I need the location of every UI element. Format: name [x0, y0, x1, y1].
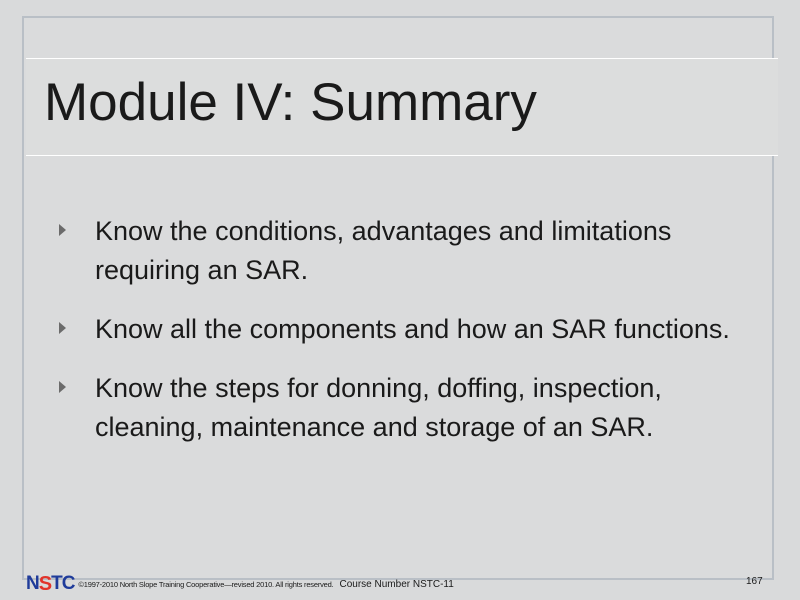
bullet-list — [58, 212, 758, 467]
page-number: 167 — [746, 576, 763, 587]
bullet-text: Know all the components and how an SAR functions. — [95, 314, 730, 344]
bullet-text: Know the steps for donning, doffing, inspection, cleaning, maintenance and storage of an SAR. — [95, 373, 662, 442]
logo-letter-c: C — [61, 573, 75, 594]
copyright-text: ©1997-2010 North Slope Training Cooperative—revised 2010. All rights reserved. — [78, 579, 334, 589]
slide-title: Module IV: Summary — [44, 73, 537, 132]
bullet-item — [58, 212, 758, 290]
bullet-arrow-icon — [59, 322, 66, 334]
bullet-item — [58, 369, 758, 447]
logo-letter-s: S — [38, 573, 52, 595]
bullet-arrow-icon — [59, 224, 66, 236]
course-number: Course Number NSTC-11 — [339, 578, 454, 590]
bullet-text: Know the conditions, advantages and limitations requiring an SAR. — [95, 216, 672, 285]
bullet-arrow-icon — [59, 381, 66, 393]
logo-letter-t: T — [51, 573, 62, 594]
bullet-item — [58, 310, 758, 349]
footer — [26, 574, 454, 594]
nstc-logo — [26, 575, 74, 593]
logo-letter-n: N — [26, 573, 39, 594]
